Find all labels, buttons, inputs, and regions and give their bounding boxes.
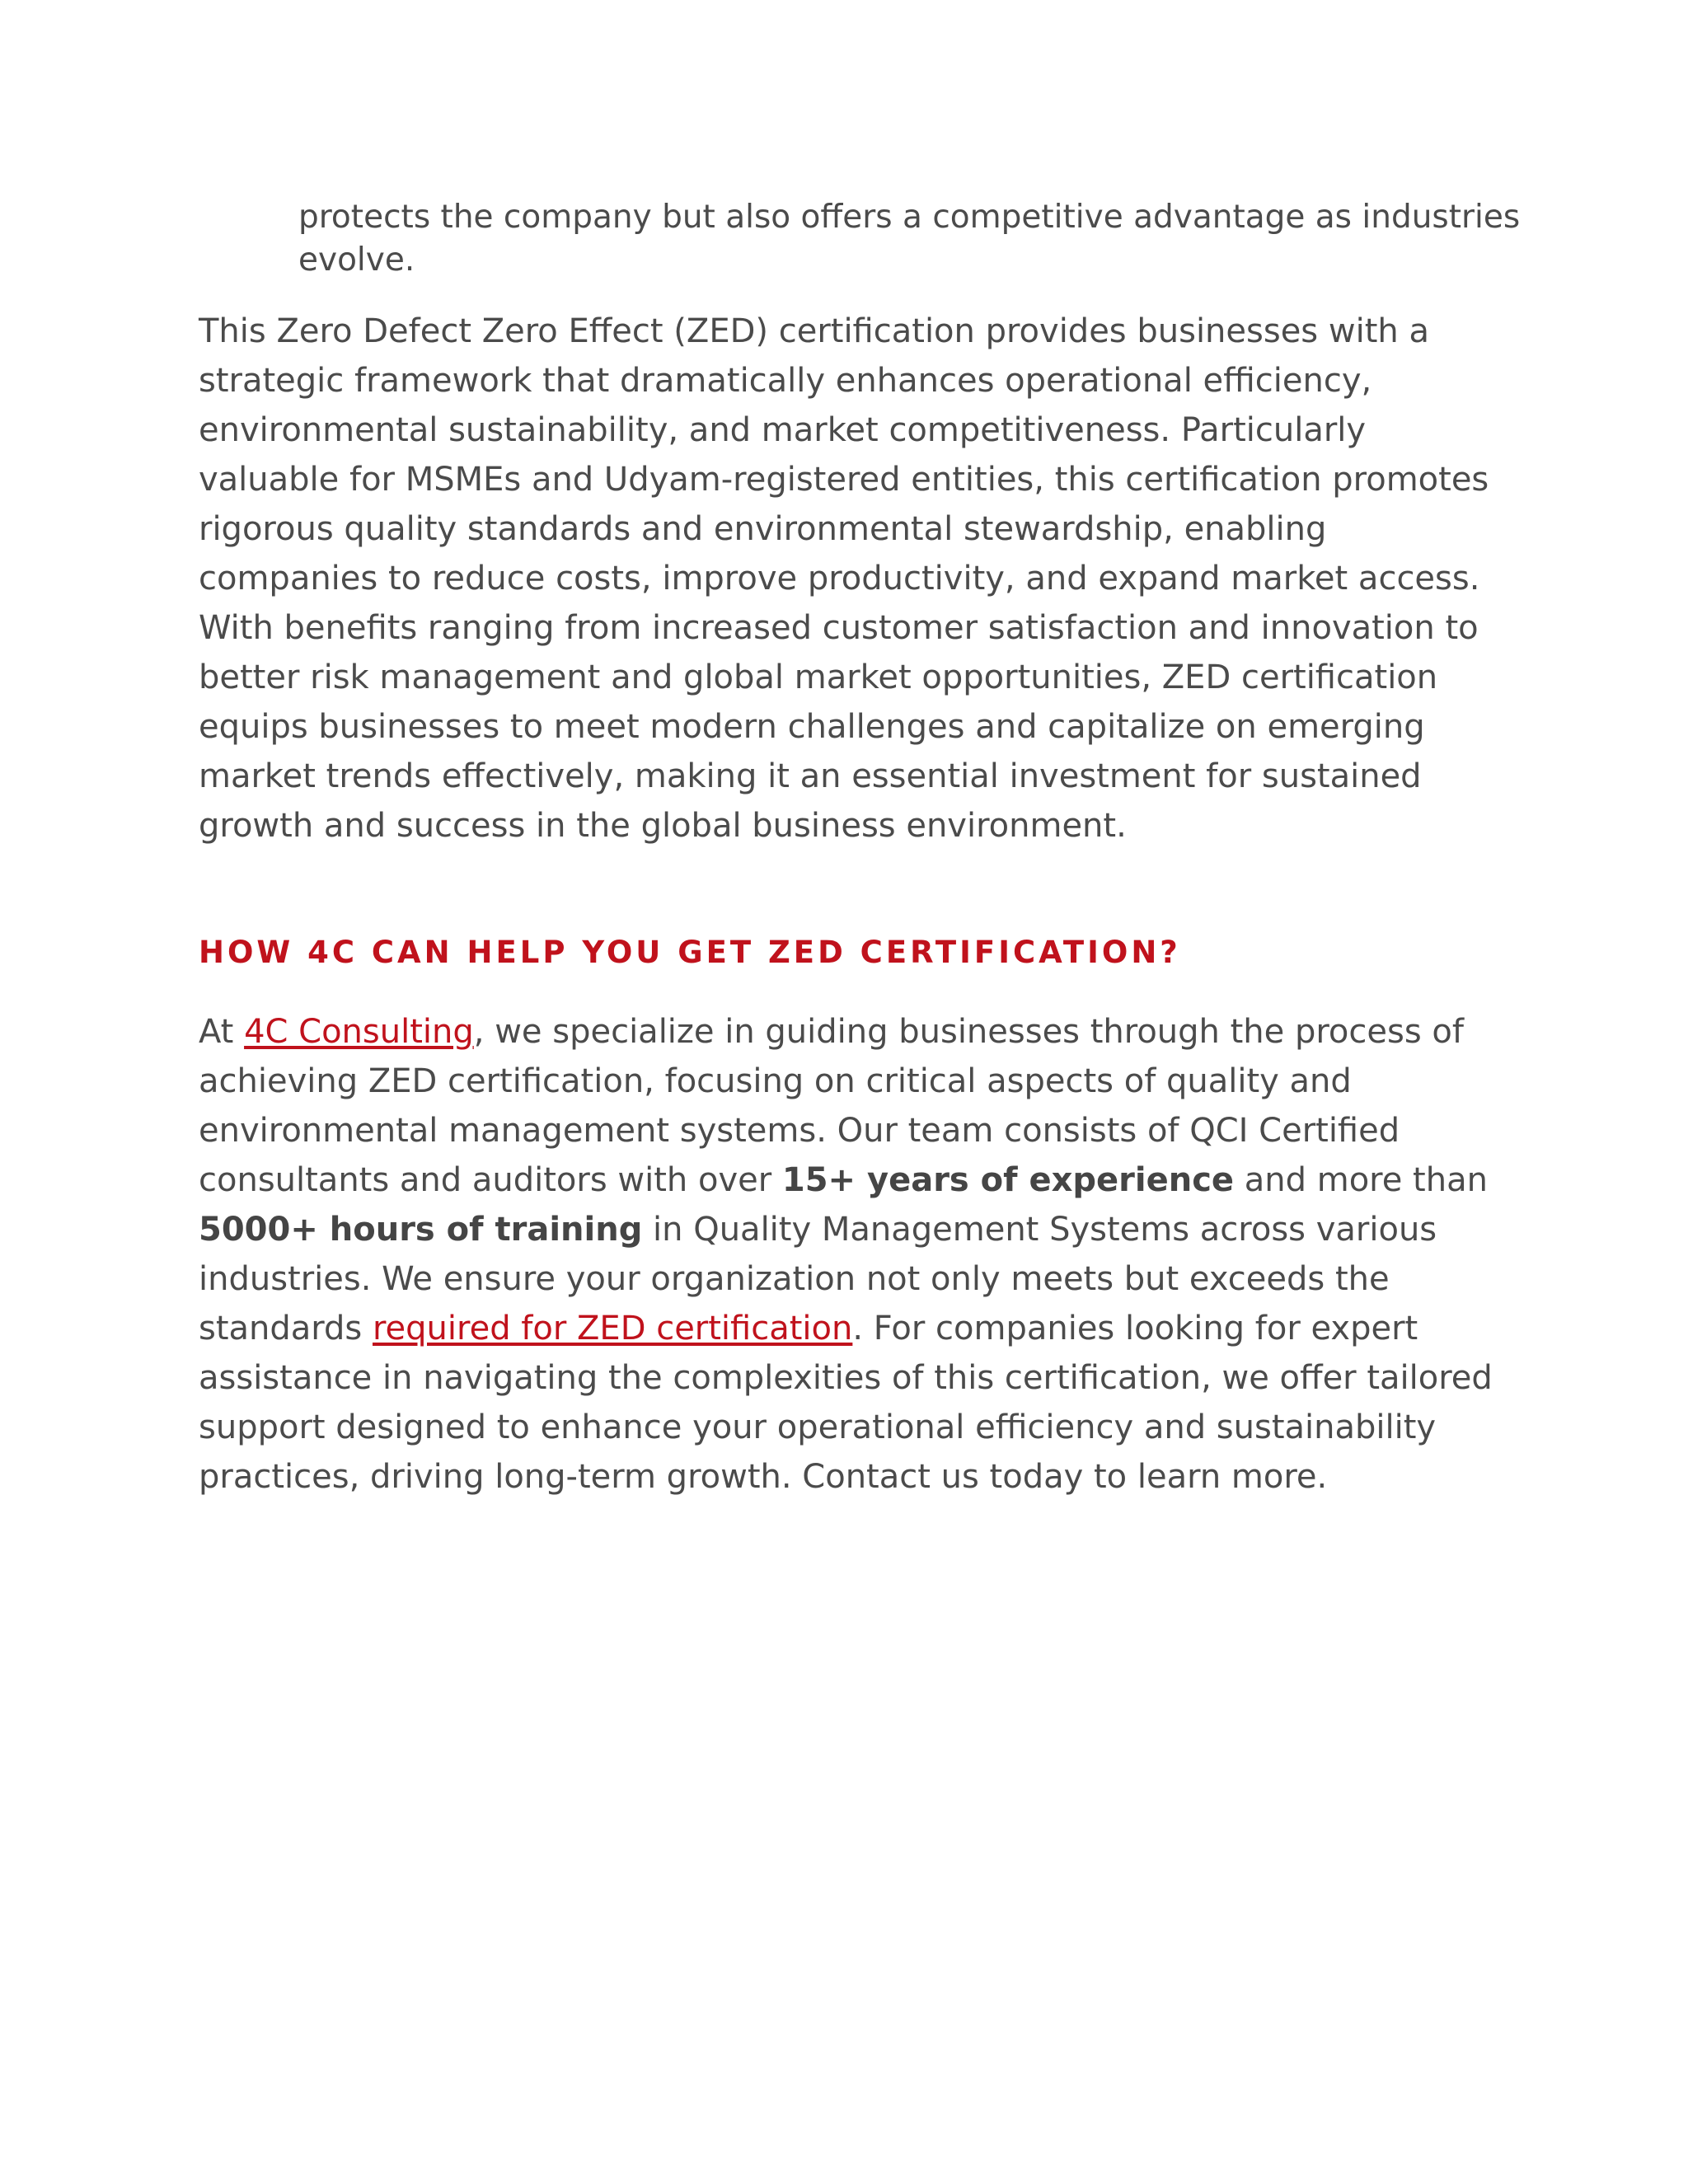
help-text-5: . For companies looking for expert assistance in navigating the complexities of this certification, we offer tailored support designed to enhance your operational efficiency and sustainability practices, driving long-term growth. Contact us today to learn more.	[199, 1310, 1493, 1496]
experience-highlight: 15+ years of experience	[781, 1161, 1235, 1199]
zed-requirements-link[interactable]: required for ZED certification	[372, 1310, 853, 1347]
help-text-4: in Quality Management Systems across various industries. We ensure your organization not only meets but exceeds the standards	[199, 1211, 1437, 1347]
zed-summary-paragraph: This Zero Defect Zero Effect (ZED) certification provides businesses with a strategic framework that dramatically enhances operational efficiency, environmental sustainability, and market competitiveness. Particularly valuable for MSMEs and Udyam-registered entities, this certification promotes rigorous quality standards and environmental stewardship, enabling companies to reduce costs, improve productivity, and expand market access. With benefits ranging from increased customer satisfaction and innovation to better risk management and global market opportunities, ZED certification equips businesses to meet modern challenges and capitalize on emerging market trends effectively, making it an essential investment for sustained growth and success in the global business environment.	[199, 312, 1489, 845]
training-highlight: 5000+ hours of training	[199, 1211, 643, 1249]
help-text-2: , we specialize in guiding businesses through the process of achieving ZED certification, focusing on critical aspects of quality and environmental management systems. Our team consists of QCI Certified consultants and auditors with over	[199, 1013, 1464, 1199]
bullet-continuation-text: protects the company but also offers a competitive advantage as industries evolve.	[298, 199, 1521, 279]
help-section-heading: HOW 4C CAN HELP YOU GET ZED CERTIFICATION?	[199, 935, 1181, 970]
4c-consulting-link[interactable]: 4C Consulting	[244, 1013, 474, 1051]
help-text-3: and more than	[1234, 1161, 1488, 1199]
help-text-1: At	[199, 1013, 245, 1051]
help-section-paragraph	[199, 1007, 1501, 1502]
